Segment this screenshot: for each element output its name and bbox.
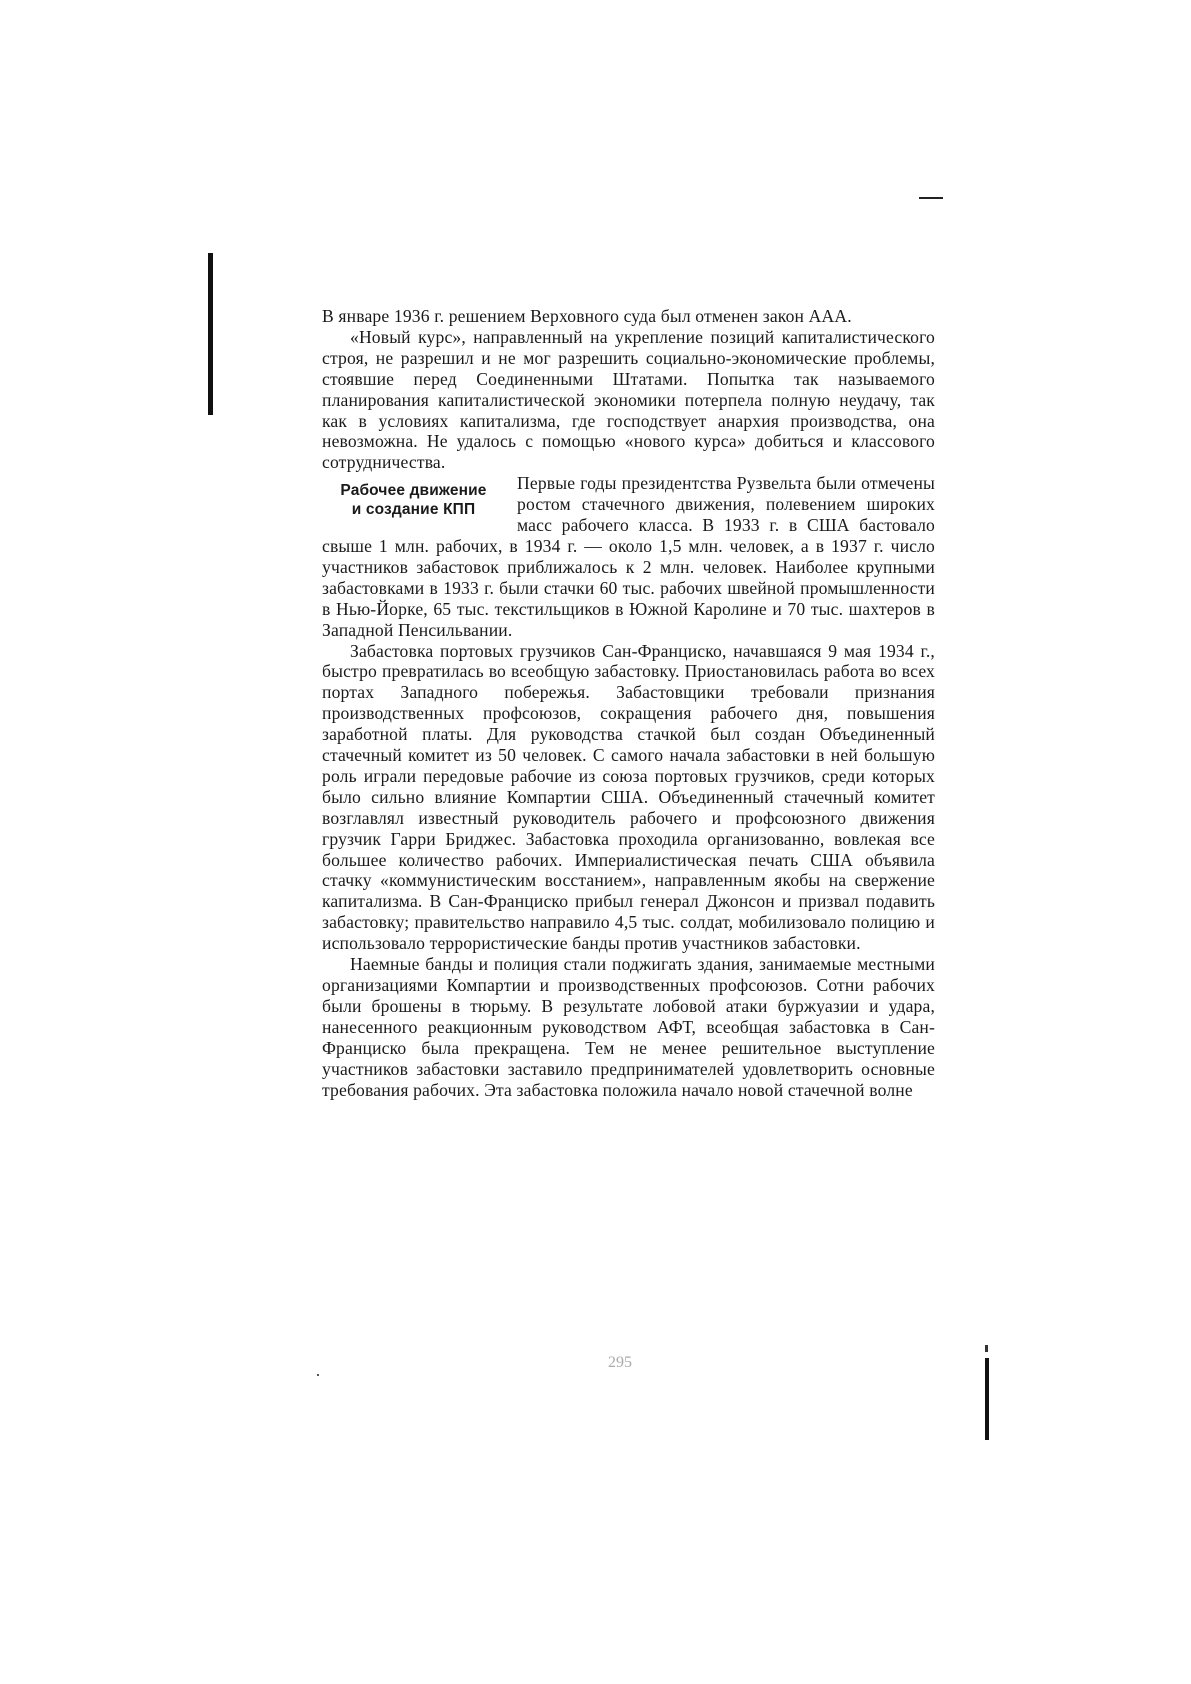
side-heading-line-2: и создание КПП — [351, 501, 476, 519]
section-side-heading — [322, 481, 505, 519]
intro-paragraph: В январе 1936 г. решением Верховного суда был отменен закон ААА. — [322, 306, 852, 326]
scan-edge-mark-bottom — [985, 1358, 989, 1440]
body-text — [322, 306, 935, 1100]
scan-edge-mark — [208, 253, 213, 415]
labor-movement-paragraph: Первые годы президентства Рузвельта были отмечены ростом стачечного движения, полевением широких масс рабочего класса. В 1933 г. в США бастовало свыше 1 млн. рабочих, в 1934 г. — около 1,5 млн. человек, а в 1937 г. число участников забастовок приближалось к 2 млн. человек. Наиболее крупными забастовками в 1933 г. были стачки 60 тыс. рабочих швейной промышленности в Нью-Йорке, 65 тыс. текстильщиков в Южной Каролине и 70 тыс. шахтеров в Западной Пенсильвании. — [322, 473, 935, 640]
new-course-paragraph: «Новый курс», направленный на укрепление позиций капиталистического строя, не разрешил и не мог разрешить социально-экономические проблемы, стоявшие перед Соединенными Штатами. Попытка так называемого планирования капиталистической экономики потерпела полную неудачу, так как в условиях капитализма, где господствует анархия производства, она невозможна. Не удалось с помощью «нового курса» добиться и классового сотрудничества. — [322, 326, 935, 473]
scan-dash-mark — [919, 197, 943, 199]
side-heading-line-1: Рабочее движение — [340, 482, 487, 500]
bands-paragraph: Наемные банды и полиция стали поджигать здания, занимаемые местными организациями Компартии и производственных профсоюзов. Сотни рабочих были брошены в тюрьму. В результате лобовой атаки буржуазии и удара, нанесенного реакционным руководством АФТ, всеобщая забастовка в Сан-Франциско была прекращена. Тем не менее решительное выступление участников забастовки заставило предпринимателей удовлетворить основные требования рабочих. Эта забастовка положила начало новой стачечной волне — [322, 954, 935, 1100]
page-number: 295 — [608, 1354, 632, 1371]
scan-dot-mark — [985, 1345, 988, 1352]
strike-paragraph: Забастовка портовых грузчиков Сан-Франциско, начавшаяся 9 мая 1934 г., быстро превратилась во всеобщую забастовку. Приостановилась работа во всех портах Западного побережья. Забастовщики требовали признания производственных профсоюзов, сокращения рабочего дня, повышения заработной платы. Для руководства стачкой был создан Объединенный стачечный комитет из 50 человек. С самого начала забастовки в ней большую роль играли передовые рабочие из союза портовых грузчиков, среди которых было сильно влияние Компартии США. Объединенный стачечный комитет возглавлял известный руководитель рабочего и профсоюзного движения грузчик Гарри Бриджес. Забастовка проходила организованно, вовлекая все большее количество рабочих. Империалистическая печать США объявила стачку «коммунистическим восстанием», направленным якобы на свержение капитализма. В Сан-Франциско прибыл генерал Джонсон и призвал подавить забастовку; правительство направило 4,5 тыс. солдат, мобилизовало полицию и использовало террористические банды против участников забастовки. — [322, 640, 935, 954]
scan-speck — [317, 1374, 319, 1376]
